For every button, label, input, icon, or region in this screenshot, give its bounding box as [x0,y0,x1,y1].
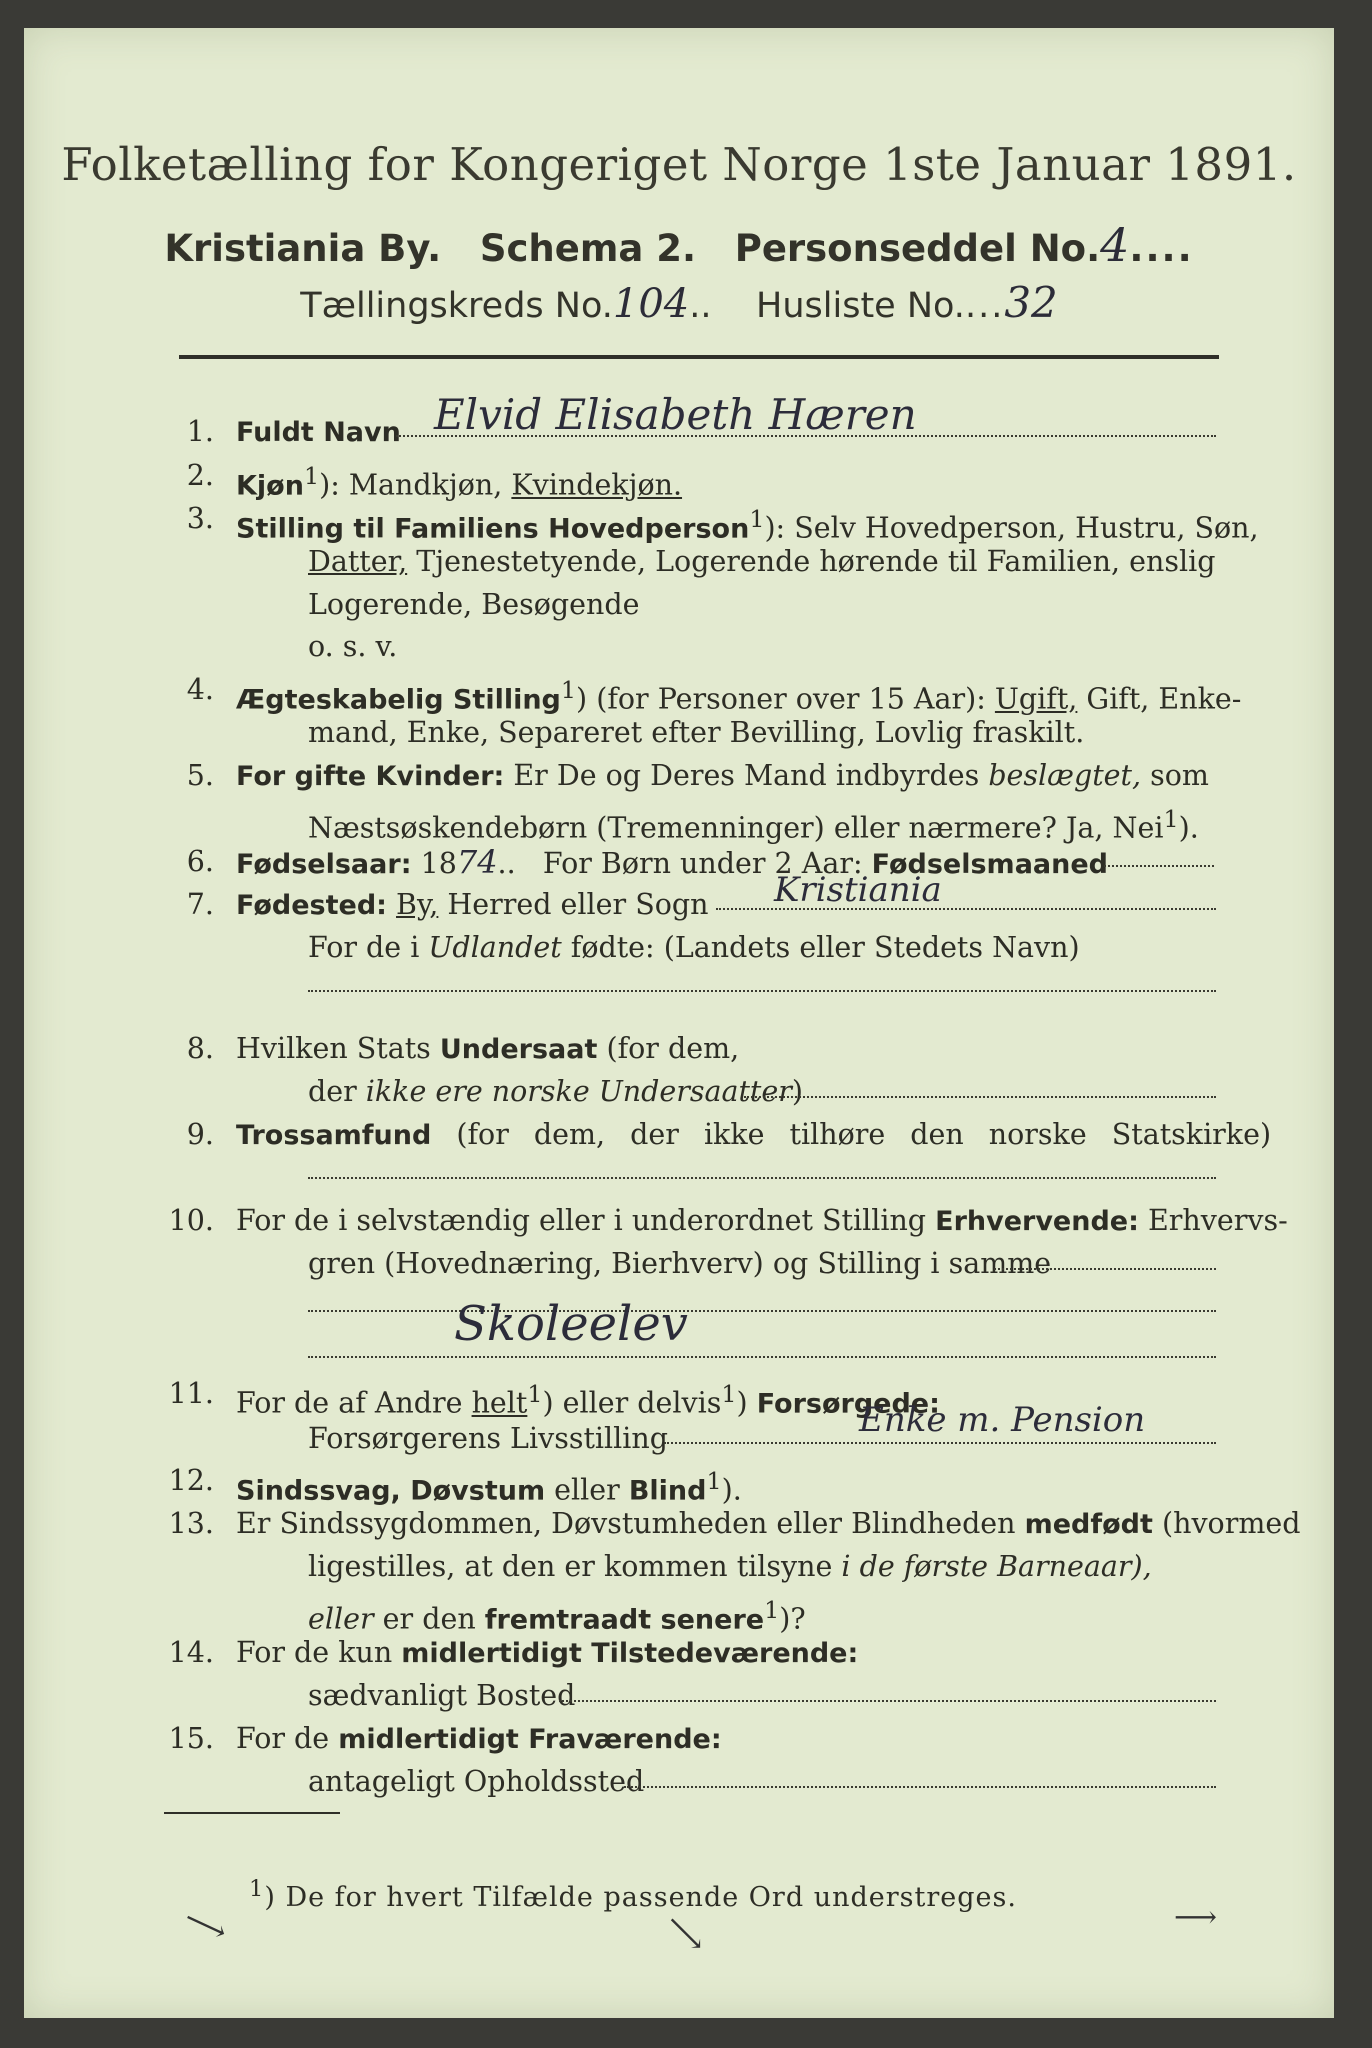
q11-selected-option: helt [471,1386,528,1420]
q2-number: 2. [186,459,214,492]
q13-number: 13. [168,1507,214,1540]
q14-number: 14. [168,1636,214,1669]
q11-line2: Forsørgerens Livsstilling [308,1422,668,1455]
q8-line2: der ikke ere norske Undersaatter) [308,1075,803,1108]
q10-number: 10. [168,1204,214,1237]
form-district-line: Tællingskreds No.104.. Husliste No....32 [300,278,1058,327]
q7-answer-birthplace: Kristiania [774,870,942,910]
q10-line2: gren (Hovednæring, Bierhverv) og Stilling i samme [308,1247,1052,1280]
q10-dotted-line-2 [308,1308,1216,1312]
q13-line1: Er Sindssygdommen, Døvstumheden eller Blindheden medfødt (hvormed [236,1507,1301,1540]
pencil-mark: ⟶ [178,1900,233,1951]
q10-line1: For de i selvstændig eller i underordnet Stilling Erhvervende: Erhvervs- [236,1204,1288,1237]
q3-selected-option: Datter, [308,545,408,578]
pencil-mark: ⟶ [657,1905,714,1962]
q3-line3: Logerende, Besøgende [308,588,640,621]
pencil-mark: ⟶ [1174,1900,1218,1935]
q3-number: 3. [186,502,214,535]
q8-number: 8. [186,1032,214,1065]
q15-line2: antageligt Opholdssted [308,1765,645,1798]
form-title: Folketælling for Kongeriget Norge 1ste Januar 1891. [61,138,1297,191]
q12-number: 12. [168,1464,214,1497]
husliste-label: Husliste No. [756,286,965,326]
q14-line1: For de kun midlertidigt Tilstedeværende: [236,1636,859,1669]
footnote: $^1$) De for hvert Tilfælde passende Ord understreges. [249,1876,1017,1913]
q2-selected-option: Kvindekjøn. [511,468,683,502]
q15-dotted-line [624,1784,1216,1788]
q10-dotted-line-1 [994,1266,1216,1270]
footnote-rule [164,1812,340,1814]
q8-dotted-line [744,1094,1216,1098]
q11-dotted-line [664,1440,1216,1444]
personseddel-label: Personseddel No. [734,227,1101,270]
q1-answer-name: Elvid Elisabeth Hæren [434,390,917,439]
husliste-number: 32 [1004,278,1058,327]
q7-line1: Fødested: By, Herred eller Sogn [236,888,709,921]
personseddel-number: 4 [1100,218,1130,272]
q3-line2: Datter, Tjenestetyende, Logerende hørende til Familien, enslig [308,545,1216,578]
q11-line1: For de af Andre helt$^1$) eller delvis$^1$) Forsørgede: [236,1380,940,1420]
q1-label: Fuldt Navn [236,417,401,448]
header-rule [179,355,1219,359]
q4-selected-option: Ugift, [994,682,1078,716]
q10-answer-occupation: Skoleelev [454,1296,688,1352]
schema: Schema 2. [479,227,697,270]
q13-line2: ligestilles, at den er kommen tilsyne i de første Barneaar), [308,1550,1152,1583]
q9-dotted-line [308,1175,1216,1179]
q14-line2: sædvanligt Bosted [308,1679,576,1712]
q7-selected-option: By, [396,888,439,921]
q12-line1: Sindssvag, Døvstum eller Blind$^1$). [236,1467,742,1507]
q4-line2: mand, Enke, Separeret efter Bevilling, Lovlig fraskilt. [308,716,1085,749]
form-subtitle: Kristiania By. Schema 2. Personseddel No.4.... [164,218,1194,272]
q7-abroad-dotted-line [308,988,1216,992]
q5-line2: Næstsøskendebørn (Tremenninger) eller nærmere? Ja, Nei$^1$). [308,805,1199,845]
census-form-sheet [24,28,1334,2018]
city: Kristiania By. [164,227,442,270]
q6-number: 6. [186,845,214,878]
q5-number: 5. [186,759,214,792]
kreds-number: 104 [612,281,690,327]
q3-line1: Stilling til Familiens Hovedperson$^1$): Selv Hovedperson, Hustru, Søn, [236,505,1259,545]
q9-number: 9. [186,1118,214,1151]
q6-answer-year: 74 [456,843,498,881]
q7-line2: For de i Udlandet fødte: (Landets eller Stedets Navn) [308,931,1080,964]
q15-line1: For de midlertidigt Fraværende: [236,1722,722,1755]
q11-answer-provider: Enke m. Pension [859,1400,1146,1440]
q4-line1: Ægteskabelig Stilling$^1$) (for Personer over 15 Aar): Ugift, Gift, Enke- [236,676,1242,716]
q3-line4: o. s. v. [308,630,398,663]
q2-text: Kjøn$^1$): Mandkjøn, Kvindekjøn. [236,462,683,502]
q15-number: 15. [168,1722,214,1755]
q10-dotted-line-3 [308,1354,1216,1358]
q6-dotted-line [1104,863,1214,867]
q11-number: 11. [168,1377,214,1410]
q14-dotted-line [559,1698,1216,1702]
q5-line1: For gifte Kvinder: Er De og Deres Mand indbyrdes beslægtet, som [236,759,1209,792]
q6-line1: Fødselsaar: 1874.. For Børn under 2 Aar: Fødselsmaaned [236,843,1108,881]
q8-line1: Hvilken Stats Undersaat (for dem, [236,1032,740,1065]
q7-number: 7. [186,888,214,921]
q1-number: 1. [186,415,214,448]
q9-line1: Trossamfund (for dem, der ikke tilhøre den norske Statskirke) [236,1118,1272,1151]
q13-line3: eller er den fremtraadt senere$^1$)? [308,1596,806,1636]
q4-number: 4. [186,673,214,706]
kreds-label: Tællingskreds No. [300,286,613,326]
